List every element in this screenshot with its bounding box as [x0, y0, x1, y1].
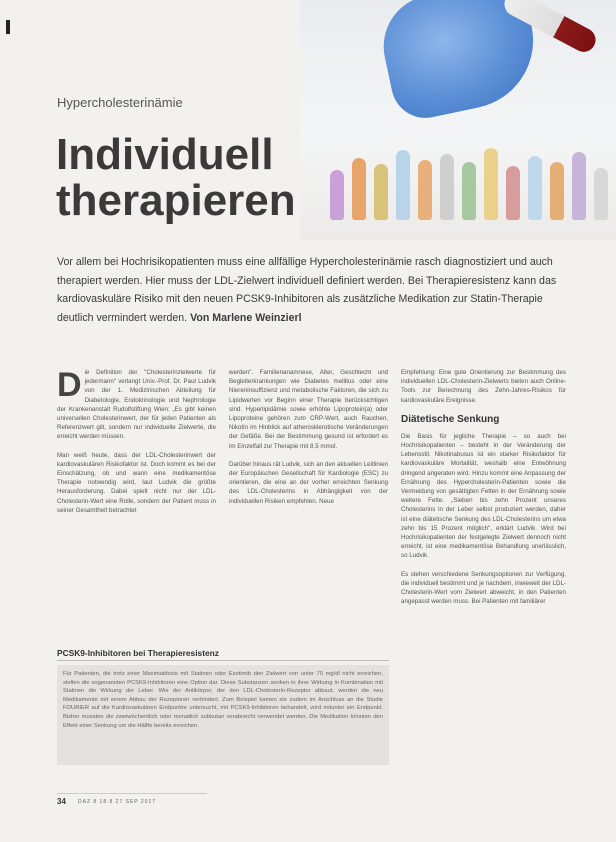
drop-cap: D — [57, 366, 82, 404]
section-kicker: Hypercholesterinämie — [57, 95, 183, 110]
headline — [56, 132, 296, 224]
infobox: Für Patienten, die trotz einer Maximaldosis mit Statinen oder Ezetimib den Zielwert von unter 70 mg/dl nicht erreichen, stellen die sogenannten PCSK9-Inhibitoren eine Option dar. Diese Substanzen senken in ihrer Wirkung in Kombination mit Statinen die Wirkung der Leber. Wie der Antikörper, der den LDL-Cholesterin-Rezeptor abbaut, werden die neu Medikamente mit einem Abbau der Rezeptoren verhindert. Zum Beispiel kamen sie zudem im Anschluss an die Studie FOURIER auf die Kardiovaskulären Endpunkte untersucht, mit PCSK9-Inhibitoren behandelt, wird mitunter ein Endpunkt. Bisher mussten die zweiwöchentlich oder monatlich subkutan verabreicht verwendet werden. Die Medikation könnten den Effekt einer Senkung um die Hälfte bereits erreichen. — [57, 665, 389, 765]
col2-paragraph-2: Darüber hinaus rät Ludvik, sich an den aktuellen Leitlinien der Europäischen Gesellschaft für Kardiologie (ESC) zu orientieren, die eine an der vorher erreichten Senkung des LDL-Cholesterins in Abhängigkeit von der individuellen Risiken empfehlen. Neue — [229, 460, 388, 505]
col1-paragraph-2: Man weiß heute, dass der LDL-Cholesterinwert der kardiovaskulären Risikofaktor ist. Doch kommt es bei der Einschätzung, ob und wann eine medikamentöse Therapie notwendig wird, laut Ludvik die größte Herausforderung. Dabei spielt nicht nur der LDL-Cholesterin-Wert eine Rolle, sondern der Patient muss in seiner Gesamtheit betrachtet — [57, 451, 216, 514]
lead-paragraph — [57, 253, 565, 327]
lab-photo — [300, 0, 616, 240]
page-number: 34 — [57, 797, 66, 806]
col3-paragraph-3: Es stehen verschiedene Senkungsoptionen zur Verfügung, die individuell bestimmt und je nachdem, inwieweit der LDL-Cholesterin-Wert vom Zielwert abweicht, in den Patienten angepasst werden muss. Bei Patienten mit familiärer — [401, 570, 566, 606]
vial-rack — [330, 140, 616, 220]
print-mark — [6, 20, 10, 34]
footer-rule — [57, 793, 207, 794]
col2-paragraph-1: werden". Familienanamnese, Alter, Geschlecht und Begleiterkrankungen wie Diabetes mellitus oder eine Niereninsuffizienz und metabolische Faktoren, die sich zu Lipidwerten vor Beginn einer Therapie berücksichtigen sind. Hyperlipidämie sowie erhöhte Lipoprotein(a) oder Lipoproteine gehören zum CRP-Wert, auch Rauchen, Nikotin im Hinblick auf atherosklerotische Veränderungen der Gefäße. Bei der Bestimmung gesund ist erfordert es im Einzelfall zur Therapie mit 8,5 mmol. — [229, 369, 388, 450]
body-column-2 — [229, 368, 388, 515]
byline: Von Marlene Weinzierl — [190, 311, 302, 324]
infobox-title: PCSK9-Inhibitoren bei Therapieresistenz — [57, 648, 219, 658]
headline-line-2: therapieren — [56, 176, 296, 225]
infobox-rule — [57, 660, 389, 661]
col1-text-1: ie Definition der "Cholesterinzielwerte für jedermann" verlangt Univ.-Prof. Dr. Paul Ludvik von der 1. Medizinischen Abteilung für Diabetologie, Endokrinologie und Nephrologie der Krankenanstalt Rudolfstiftung Wien: „Es gibt keinen universellen Cholesterinwert, der für jeden Patienten als Referenzwert gilt, sondern nur individuelle Zielwerte, die erreicht werden müssen. — [57, 369, 216, 441]
issue-info: DAZ 8 18 8 27 SEP 2017 — [78, 799, 157, 805]
body-column-3 — [401, 368, 566, 615]
body-column-1 — [57, 368, 216, 524]
subheading: Diätetische Senkung — [401, 413, 500, 425]
lead-text: Vor allem bei Hochrisikopatienten muss eine allfällige Hypercholesterinämie rasch diagnostiziert und auch therapiert werden. Hier muss der LDL-Zielwert individuell definiert werden. Bei Therapieresistenz kann das kardiovaskuläre Risiko mit den neuen PCSK9-Inhibitoren als zusätzliche Medikation zur Statin-Therapie deutlich vermindert werden. — [57, 256, 557, 324]
col3-paragraph-2: Die Basis für jegliche Therapie – so auch bei Hochrisikopatienten – besteht in der Veränderung der Lebensstil. Nikotinabusus ist ein starker Risikofaktor für kardiovaskuläre Mortalität, weshalb eine Entwöhnung dringend angeraten wird. Hinzu kommt eine Anpassung der Ernährung des Hypercholesterin-Patienten sowie die Vermeidung von gesättigten Fetten in der Ernährung sowie weitere Fette. „Sieben bis zehn Prozent unseres Cholesterins in der Leber selbst produziert werden, daher ist eine diätetische Senkung des LDL-Cholesterins um etwa zehn bis 15 Prozent möglich", erklärt Ludvik. Wird bei Hochrisikopatienten der festgelegte Zielwert dennoch nicht erreicht, ist eine medikamentöse Behandlung unerlässlich, so Ludvik. — [401, 432, 566, 560]
col1-paragraph-1 — [57, 368, 216, 442]
headline-line-1: Individuell — [56, 130, 274, 179]
col3-paragraph-1: Empfehlung: Eine gute Orientierung zur Bestimmung des individuellen LDL-Cholesterin-Zielwerts bieten auch Online-Tools zur Berechnung des Zehn-Jahres-Risikos für kardiovaskuläre Ereignisse. — [401, 369, 566, 404]
